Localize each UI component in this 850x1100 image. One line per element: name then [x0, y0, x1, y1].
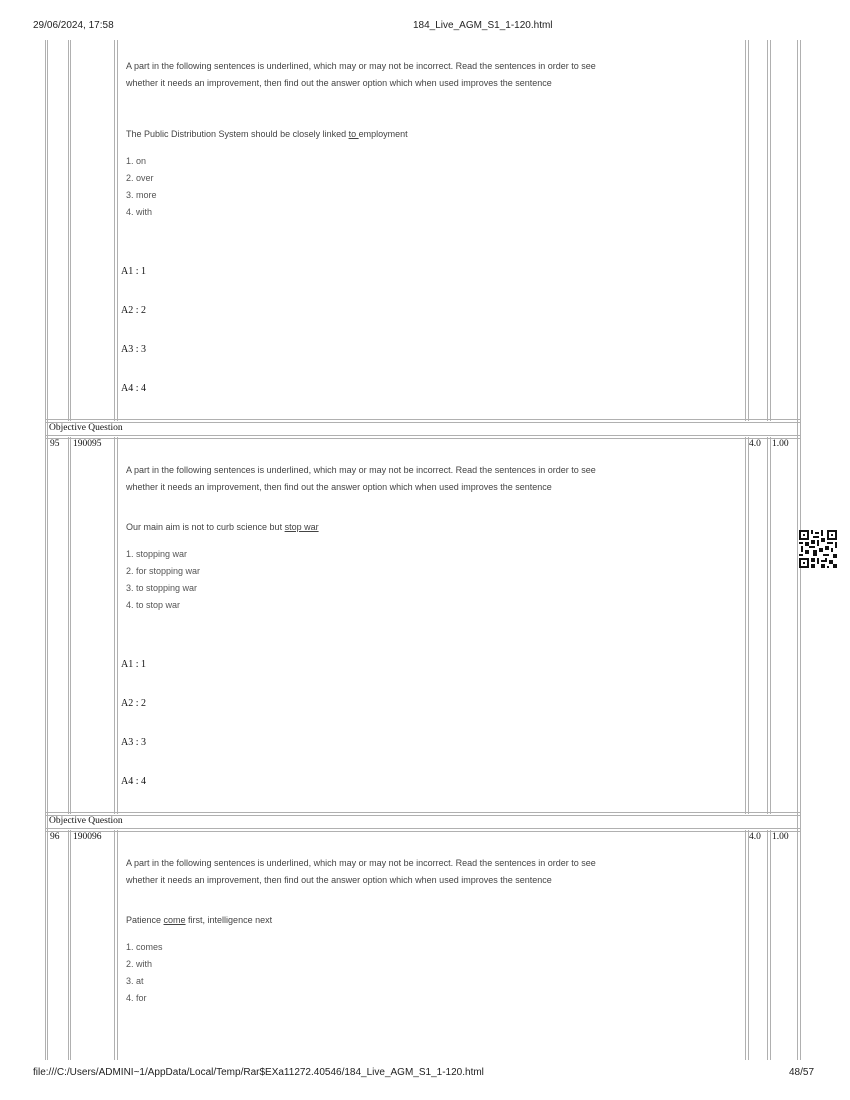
- option-3: 3. to stopping war: [126, 583, 198, 593]
- option-3: 3. more: [126, 190, 157, 200]
- option-2: 2. with: [126, 959, 153, 969]
- option-3: 3. at: [126, 976, 144, 986]
- qr-code-icon: [799, 530, 837, 568]
- page-number: 48/57: [789, 1067, 815, 1078]
- question-number: 96: [50, 832, 60, 842]
- option-4: 4. for: [126, 993, 147, 1003]
- instruction-line-2: whether it needs an improvement, then find out the answer option which when used improves the sentence: [126, 78, 552, 88]
- question-negative-marks: 1.00: [772, 439, 789, 449]
- answer-a4: A4 : 4: [121, 383, 146, 394]
- answer-a3: A3 : 3: [121, 344, 146, 355]
- option-2: 2. over: [126, 173, 154, 183]
- print-file-path: file:///C:/Users/ADMINI~1/AppData/Local/Temp/Rar$EXa11272.40546/184_Live_AGM_S1_1-120.html: [33, 1067, 484, 1078]
- option-4: 4. to stop war: [126, 600, 181, 610]
- instruction-line-1: A part in the following sentences is underlined, which may or may not be incorrect. Read the sentences in order to see: [126, 858, 596, 868]
- answer-a1: A1 : 1: [121, 659, 146, 670]
- option-1: 1. comes: [126, 942, 163, 952]
- question-sentence: The Public Distribution System should be closely linked to employment: [126, 129, 408, 139]
- instruction-line-1: A part in the following sentences is underlined, which may or may not be incorrect. Read the sentences in order to see: [126, 465, 596, 475]
- question-sentence: Our main aim is not to curb science but stop war: [126, 522, 319, 532]
- underlined-part: stop war: [284, 522, 319, 532]
- question-id: 190096: [73, 832, 102, 842]
- answer-a4: A4 : 4: [121, 776, 146, 787]
- question-marks: 4.0: [749, 832, 761, 842]
- question-marks: 4.0: [749, 439, 761, 449]
- question-negative-marks: 1.00: [772, 832, 789, 842]
- option-4: 4. with: [126, 207, 153, 217]
- underlined-part: come: [163, 915, 186, 925]
- answer-a2: A2 : 2: [121, 698, 146, 709]
- question-id: 190095: [73, 439, 102, 449]
- print-filename: 184_Live_AGM_S1_1-120.html: [413, 20, 553, 31]
- instruction-line-2: whether it needs an improvement, then find out the answer option which when used improves the sentence: [126, 875, 552, 885]
- print-datetime: 29/06/2024, 17:58: [33, 20, 114, 31]
- question-sentence: Patience come first, intelligence next: [126, 915, 273, 925]
- answer-a1: A1 : 1: [121, 266, 146, 277]
- instruction-line-2: whether it needs an improvement, then find out the answer option which when used improves the sentence: [126, 482, 552, 492]
- underlined-part: to: [348, 129, 359, 139]
- answer-a2: A2 : 2: [121, 305, 146, 316]
- question-number: 95: [50, 439, 60, 449]
- option-1: 1. on: [126, 156, 147, 166]
- option-1: 1. stopping war: [126, 549, 188, 559]
- answer-a3: A3 : 3: [121, 737, 146, 748]
- question-type-label: Objective Question: [49, 423, 123, 433]
- instruction-line-1: A part in the following sentences is underlined, which may or may not be incorrect. Read the sentences in order to see: [126, 61, 596, 71]
- question-type-label: Objective Question: [49, 816, 123, 826]
- option-2: 2. for stopping war: [126, 566, 201, 576]
